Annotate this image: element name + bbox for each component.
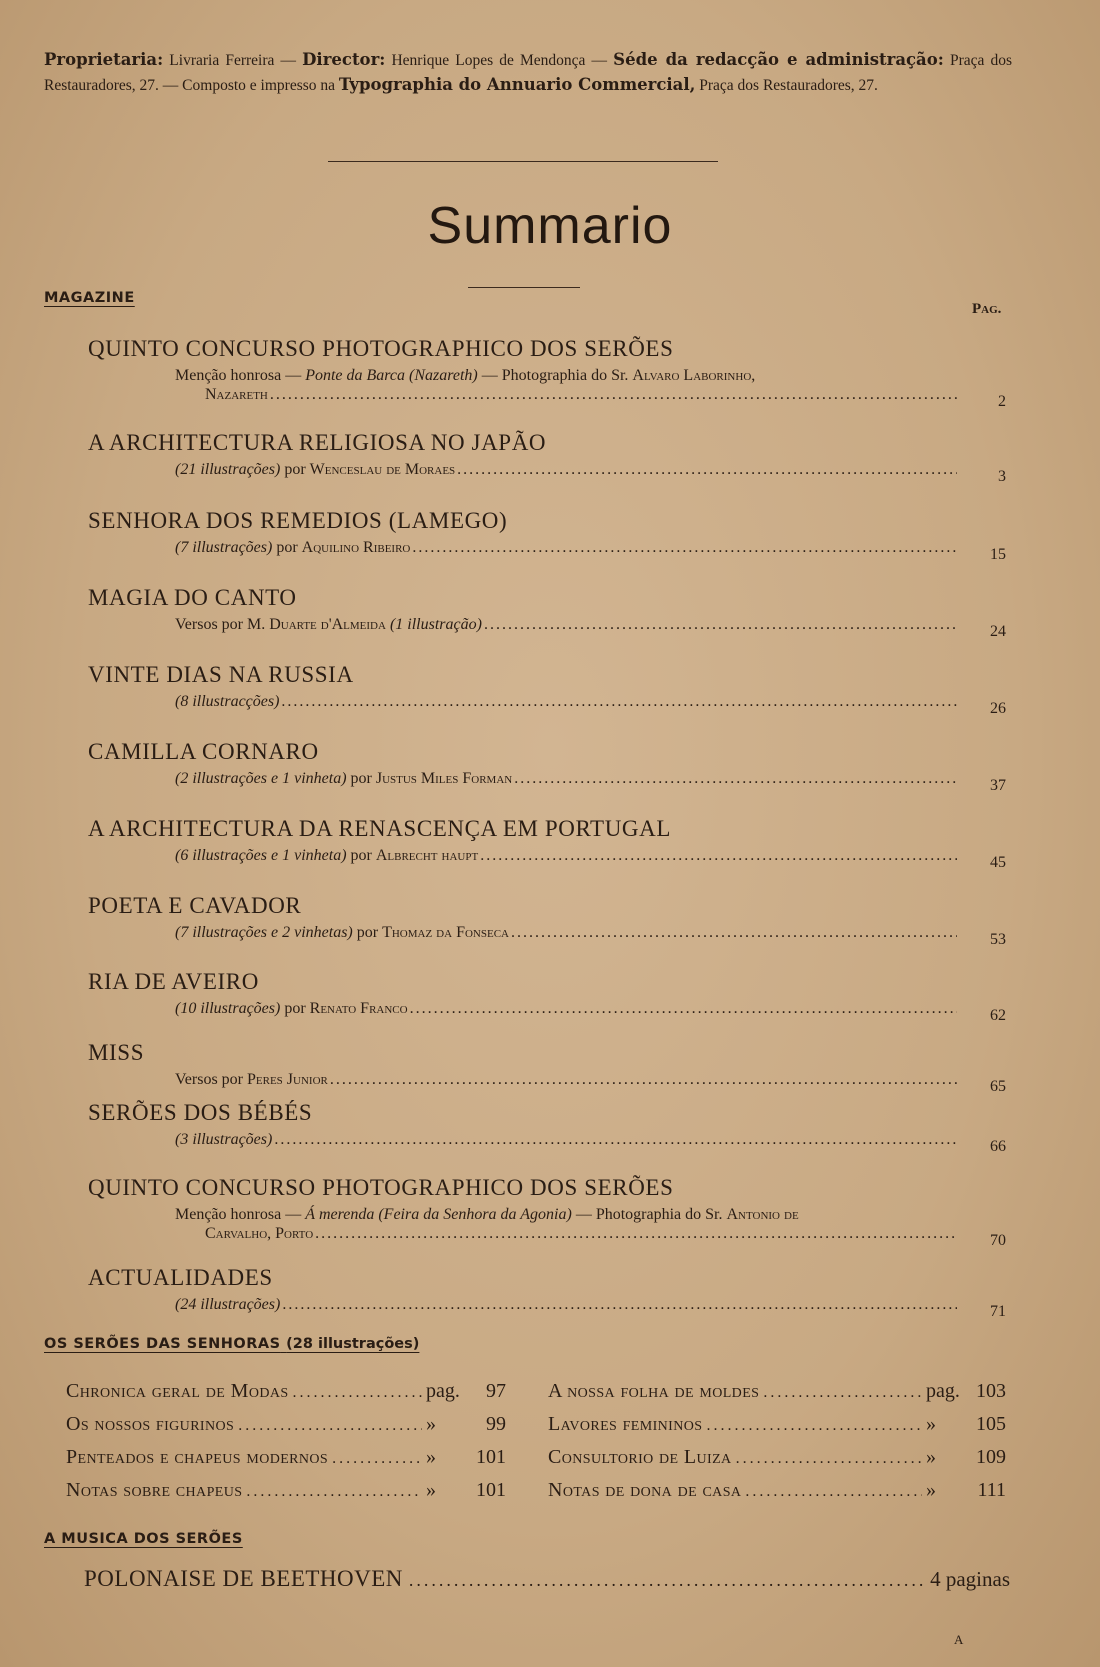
dot-leader [706,1417,922,1435]
dot-leader [514,769,957,788]
toc-entry [88,1265,1008,1320]
senhoras-item-label: A nossa folha de moldes [548,1380,760,1402]
detail-text: — Photographia do Sr. [481,367,629,384]
seat: Praça dos Restauradores, 27. — Composto e impresso na [44,52,1013,94]
musica-pages: 4 paginas [930,1567,1010,1591]
toc-page-number: 65 [990,1078,1006,1095]
toc-entry-title: MAGIA DO CANTO [88,585,297,610]
detail-text-group [175,460,455,479]
toc-entry-detail [175,1130,959,1149]
page-prefix: » [926,1479,936,1501]
detail-line [175,1295,959,1314]
author-name: Thomaz da Fonseca [382,924,509,941]
page-prefix: pag. [926,1380,960,1402]
dot-leader [281,692,957,711]
senhoras-page-number: 105 [976,1413,1006,1435]
dot-leader [274,1130,957,1149]
senhoras-row [66,1446,1006,1479]
page-prefix: » [426,1479,436,1501]
toc-entry-detail [175,999,959,1018]
owner-label: Proprietaria: [44,50,164,69]
toc-entry-detail [175,692,959,711]
dot-leader [484,615,957,634]
dot-leader [736,1450,922,1468]
senhoras-page-number: 99 [486,1413,506,1435]
toc-entry [88,585,1008,640]
senhoras-item [66,1479,506,1502]
toc-page-number: 70 [990,1232,1006,1249]
detail-text-group [175,1130,272,1149]
senhoras-page-number: 101 [476,1479,506,1501]
senhoras-heading-label: OS SERÕES DAS SENHORAS [44,1336,281,1352]
author-name: Antonio de [726,1206,799,1223]
toc-entry [88,1040,1008,1095]
divider-top [328,161,718,162]
section-senhoras-heading [44,1336,419,1352]
toc-entry-detail [175,1070,959,1089]
toc-entry [88,662,1008,717]
divider-title [468,287,580,288]
detail-italic: (1 illustração) [389,616,482,633]
dot-leader [409,1570,924,1591]
detail-italic: (2 illustrações e 1 vinheta) [175,770,347,787]
detail-text-group [175,769,512,788]
detail-text: por [356,924,379,941]
toc-entry-title: MISS [88,1040,145,1065]
toc-page-number: 66 [990,1138,1006,1155]
toc-entry [88,893,1008,948]
toc-entry [88,969,1008,1024]
detail-text: Menção honrosa — [175,367,302,384]
senhoras-page-number: 97 [486,1380,506,1402]
section-musica-heading: A MUSICA DOS SERÕES [44,1531,243,1547]
toc-page-number: 45 [990,854,1006,871]
toc-entry [88,508,1008,563]
detail-line [205,1224,959,1243]
senhoras-row [66,1380,1006,1413]
dot-leader [745,1483,922,1501]
senhoras-item-label: Chronica geral de Modas [66,1380,289,1402]
director: Henrique Lopes de Mendonça — [391,52,608,69]
toc-entry [88,430,1008,485]
detail-italic: (10 illustrações) [175,1000,281,1017]
detail-text: — Photographia do Sr. [575,1206,723,1223]
toc-entry-title: CAMILLA CORNARO [88,739,319,764]
detail-italic: (6 illustrações e 1 vinheta) [175,847,347,864]
senhoras-item [548,1446,1006,1469]
detail-line [175,460,959,479]
dot-leader [238,1417,422,1435]
toc-page-number: 71 [990,1303,1006,1320]
toc-page-number: 26 [990,700,1006,717]
toc-entry-detail [175,1295,959,1314]
detail-text-group [175,1295,280,1314]
detail-line [175,846,959,865]
imprint-header [44,48,1012,98]
dot-leader [511,923,957,942]
detail-italic: (21 illustrações) [175,461,281,478]
detail-line [175,1070,959,1089]
author-name: Duarte d'Almeida [269,616,386,633]
dot-leader [270,385,957,404]
toc-entry-detail [175,923,959,942]
senhoras-item-label: Lavores femininos [548,1413,703,1435]
detail-italic: (7 illustrações) [175,539,273,556]
author-name: Aquilino Ribeiro [301,539,411,556]
toc-page-number: 53 [990,931,1006,948]
toc-entry-title: QUINTO CONCURSO PHOTOGRAPHICO DOS SERÕES [88,1175,674,1200]
senhoras-item [548,1479,1006,1502]
toc-entry-title: SERÕES DOS BÉBÉS [88,1100,313,1125]
senhoras-item-label: Notas sobre chapeus [66,1479,243,1501]
author-name: Renato Franco [309,1000,408,1017]
author-place: Carvalho, Porto [205,1225,314,1242]
senhoras-page-number: 111 [977,1479,1006,1501]
senhoras-item-label: Penteados e chapeus modernos [66,1446,329,1468]
toc-page-number: 3 [998,468,1006,485]
section-magazine-heading: MAGAZINE [44,290,135,306]
senhoras-item-label: Os nossos figurinos [66,1413,235,1435]
toc-entry-title: SENHORA DOS REMEDIOS (LAMEGO) [88,508,508,533]
author-name: Alvaro Laborinho, [632,367,756,384]
toc-entry-title: RIA DE AVEIRO [88,969,259,994]
toc-entry-title: ACTUALIDADES [88,1265,273,1290]
senhoras-item [548,1413,1006,1436]
detail-italic: (24 illustrações) [175,1296,281,1313]
toc-entry-detail [175,366,959,404]
toc-page-number: 2 [998,393,1006,410]
page-prefix: » [426,1413,436,1435]
dot-leader [457,460,957,479]
pag-column-label: Pag. [972,301,1002,317]
senhoras-row [66,1413,1006,1446]
toc-entry-detail [175,460,959,479]
page-prefix: » [426,1446,436,1468]
detail-text-group [175,923,509,942]
dot-leader [293,1384,422,1402]
detail-text-group [175,615,482,634]
detail-text-group [175,538,410,557]
senhoras-item-label: Consultorio de Luiza [548,1446,732,1468]
detail-italic: Ponte da Barca (Nazareth) [305,367,478,384]
detail-text-group [175,846,478,865]
detail-text: por [276,539,298,556]
toc-entry-detail [175,769,959,788]
author-place: Nazareth [205,386,268,403]
dot-leader [246,1483,422,1501]
page-prefix: » [926,1446,936,1468]
author-name: Wenceslau de Moraes [309,461,456,478]
toc-entry-detail [175,538,959,557]
detail-text-group [175,999,408,1018]
detail-line [205,385,959,404]
toc-page-number: 62 [990,1007,1006,1024]
musica-entry [84,1566,1010,1592]
toc-page-number: 24 [990,623,1006,640]
toc-entry-title: QUINTO CONCURSO PHOTOGRAPHICO DOS SERÕES [88,336,674,361]
toc-entry [88,816,1008,871]
detail-text: por [284,1000,306,1017]
seat-label: Séde da redacção e administração: [613,50,944,69]
detail-text-group [175,1070,328,1089]
senhoras-columns [66,1380,1006,1512]
detail-line [175,769,959,788]
detail-text: por [350,847,372,864]
toc-entry-detail [175,846,959,865]
senhoras-heading-count: (28 illustrações) [286,1336,420,1352]
musica-item: POLONAISE DE BEETHOVEN [84,1566,403,1591]
detail-line [175,1130,959,1149]
detail-text: Menção honrosa — [175,1206,302,1223]
detail-line [175,999,959,1018]
senhoras-item [66,1446,506,1469]
toc-entry [88,739,1008,794]
toc-page-number: 37 [990,777,1006,794]
toc-entry-title: A ARCHITECTURA DA RENASCENÇA EM PORTUGAL [88,816,671,841]
toc-entry-detail [175,615,959,634]
dot-leader [410,999,957,1018]
detail-text-group [175,692,279,711]
page-prefix: » [926,1413,936,1435]
detail-text: por [284,461,306,478]
toc-entry [88,1175,1008,1249]
dot-leader [763,1384,922,1402]
signature-mark: A [954,1632,964,1647]
detail-line [175,692,959,711]
page-prefix: pag. [426,1380,460,1402]
dot-leader [480,846,957,865]
detail-line [175,366,959,385]
author-name: Albrecht haupt [375,847,479,864]
author-name: Peres Junior [247,1071,328,1088]
detail-italic: (7 illustrações e 2 vinhetas) [175,924,353,941]
detail-italic: (8 illustracções) [175,693,280,710]
page-title: Summario [427,197,673,255]
detail-line [175,538,959,557]
detail-text: Versos por M. [175,616,266,633]
detail-text: Versos por [175,1071,243,1088]
senhoras-page-number: 101 [476,1446,506,1468]
detail-line [175,923,959,942]
senhoras-item-label: Notas de dona de casa [548,1479,742,1501]
detail-italic: (3 illustrações) [175,1131,273,1148]
senhoras-item [548,1380,1006,1403]
toc-entry-detail [175,1205,959,1243]
toc-entry-title: POETA E CAVADOR [88,893,302,918]
detail-text: por [350,770,372,787]
dot-leader [330,1070,957,1089]
toc-entry-title: A ARCHITECTURA RELIGIOSA NO JAPÃO [88,430,547,455]
owner: Livraria Ferreira — [169,52,296,69]
dot-leader [332,1450,422,1468]
director-label: Director: [302,50,386,69]
senhoras-item [66,1413,506,1436]
dot-leader [412,538,957,557]
printer-address: Praça dos Restauradores, 27. [699,77,878,94]
dot-leader [315,1224,957,1243]
toc-entry-title: VINTE DIAS NA RUSSIA [88,662,354,687]
senhoras-item [66,1380,506,1403]
printer-label: Typographia do Annuario Commercial, [338,75,696,94]
toc-entry [88,336,1008,410]
senhoras-page-number: 109 [976,1446,1006,1468]
author-name: Justus Miles Forman [375,770,513,787]
toc-entry [88,1100,1008,1155]
senhoras-row [66,1479,1006,1512]
dot-leader [282,1295,957,1314]
detail-line [175,1205,959,1224]
detail-line [175,615,959,634]
toc-page-number: 15 [990,546,1006,563]
detail-italic: Á merenda (Feira da Senhora da Agonia) [305,1206,572,1223]
senhoras-page-number: 103 [976,1380,1006,1402]
